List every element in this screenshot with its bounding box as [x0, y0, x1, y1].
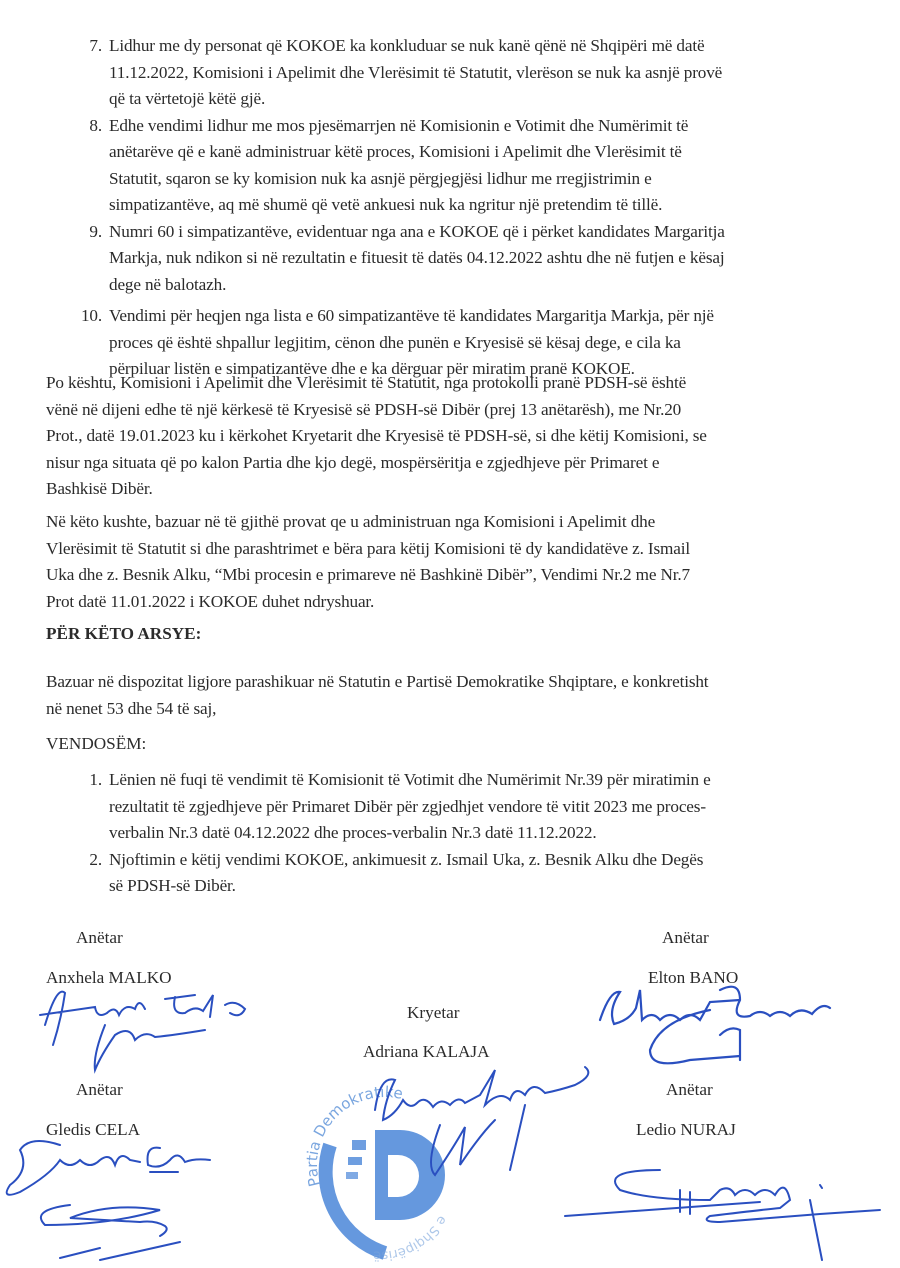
text-line: Edhe vendimi lidhur me mos pjesëmarrjen në Komisionin e Votimit dhe Numërimit të: [109, 115, 689, 135]
item-number: 1.: [89, 770, 102, 789]
text-line: Statutit, sqaron se ky komision nuk ka asnjë përgjegjësi lidhur me rregjistrimin e: [109, 168, 652, 188]
text-line: Lidhur me dy personat që KOKOE ka konkluduar se nuk kanë qënë në Shqipëri më datë: [109, 36, 705, 55]
paragraph-bazuar: [46, 669, 846, 722]
signature-cela-icon: [0, 1130, 230, 1265]
text-line: dege në balotazh.: [109, 274, 227, 294]
heading-vendosem: VENDOSËM:: [46, 734, 147, 753]
svg-text:e Shqipërisë: e Shqipërisë: [372, 1212, 450, 1263]
text-line: nisur nga situata që po kalon Partia dhe kjo degë, mospërsëritja e zgjedhjeve për Primaret e: [46, 452, 660, 472]
text-line: në nenet 53 dhe 54 të saj,: [46, 698, 217, 718]
text-line: 11.12.2022, Komisioni i Apelimit dhe Vlerësimit të Statutit, vlerëson se nuk ka asnjë provë: [109, 62, 723, 82]
text-line: verbalin Nr.3 datë 04.12.2022 dhe proces-verbalin Nr.3 datë 11.12.2022.: [109, 823, 597, 842]
text-line: Vlerësimit të Statutit si dhe parashtrimet e bëra para këtij Komisioni të dy kandidatëve z. Ismail: [46, 538, 690, 558]
text-line: Bazuar në dispozitat ligjore parashikuar në Statutin e Partisë Demokratike Shqiptare, e konkretisht: [46, 672, 709, 691]
chair-role: Kryetar: [407, 1003, 460, 1022]
item-number: 10.: [80, 306, 102, 325]
text-line: Po kështu, Komisioni i Apelimit dhe Vlerësimit të Statutit, nga protokolli pranë PDSH-së është: [46, 373, 687, 392]
finding-item-7: [62, 33, 847, 113]
item-number: 2.: [89, 849, 102, 869]
text-line: rezultatit të zgjedhjeve për Primaret Dibër për zgjedhjet vendore të vitit 2023 me proces-: [109, 796, 706, 816]
member-1-role: Anëtar: [76, 928, 123, 947]
text-line: Bashkisë Dibër.: [46, 479, 153, 498]
signature-malko-icon: [35, 985, 265, 1075]
decisions-list: [62, 767, 847, 900]
text-line: Numri 60 i simpatizantëve, evidentuar nga ana e KOKOE që i përket kandidates Margaritja: [109, 221, 725, 241]
text-line: simpatizantëve, aq më shumë që vetë ankuesi nuk ka ngritur një pretendim të tillë.: [109, 195, 663, 214]
text-line: Vendimi për heqjen nga lista e 60 simpatizantëve të kandidates Margaritja Markja, për një: [109, 306, 714, 325]
text-line: së PDSH-së Dibër.: [109, 876, 236, 895]
member-3-name: Gledis CELA: [46, 1120, 141, 1139]
text-line: Markja, nuk ndikon si në rezultatin e fituesit të datës 04.12.2022 ashtu dhe në futjen e kësaj: [109, 248, 725, 267]
findings-list: [62, 33, 847, 383]
chair-name: Adriana KALAJA: [363, 1042, 490, 1061]
text-line: proces që është shpallur legjitim, cënon dhe punën e Kryesisë së kësaj dege, e cila ka: [109, 332, 681, 352]
finding-item-9: [62, 219, 847, 299]
decision-item-2: [62, 847, 847, 900]
signature-bano-icon: [590, 980, 850, 1070]
member-1-name: Anxhela MALKO: [46, 968, 172, 987]
member-2-role: Anëtar: [662, 928, 709, 947]
heading-per-keto-arsye: PËR KËTO ARSYE:: [46, 624, 202, 643]
member-4-role: Anëtar: [666, 1080, 713, 1099]
decision-item-1: [62, 767, 847, 847]
item-number: 9.: [89, 221, 102, 241]
text-line: Në këto kushte, bazuar në të gjithë provat qe u administruan nga Komisioni i Apelimit dhe: [46, 512, 656, 531]
text-line: Lënien në fuqi të vendimit të Komisionit të Votimit dhe Numërimit Nr.39 për miratimin e: [109, 770, 711, 789]
text-line: Prot., datë 19.01.2023 ku i kërkohet Kryetarit dhe Kryesisë të PDSH-së, si dhe këtij Komisioni, se: [46, 426, 707, 445]
text-line: Prot datë 11.01.2022 i KOKOE duhet ndryshuar.: [46, 591, 375, 611]
item-number: 8.: [89, 115, 102, 135]
item-number: 7.: [89, 36, 102, 55]
text-line: Uka dhe z. Besnik Alku, “Mbi procesin e primareve në Bashkinë Dibër”, Vendimi Nr.2 me Nr.7: [46, 565, 690, 584]
finding-item-8: [62, 113, 847, 219]
signature-nuraj-icon: [560, 1160, 890, 1268]
svg-text:Partia Demokratike: Partia Demokratike: [302, 1082, 405, 1189]
member-4-name: Ledio NURAJ: [636, 1120, 736, 1139]
text-line: përpiluar listën e simpatizantëve dhe e ka dërguar për miratim pranë KOKOE.: [109, 359, 635, 378]
text-line: anëtarëve që e kanë administruar këtë proces, Komisioni i Apelimit dhe Vlerësimit të: [109, 142, 682, 161]
text-line: që ta vërtetojë këtë gjë.: [109, 89, 266, 108]
paragraph-po-keshtu: [46, 370, 846, 503]
member-2-name: Elton BANO: [648, 968, 739, 987]
text-line: vënë në dijeni edhe të një kërkesë të Kryesisë së PDSH-së Dibër (prej 13 anëtarësh), me Nr.20: [46, 399, 682, 419]
member-3-role: Anëtar: [76, 1080, 123, 1099]
paragraph-ne-keto-kushte: [46, 509, 846, 615]
text-line: Njoftimin e këtij vendimi KOKOE, ankimuesit z. Ismail Uka, z. Besnik Alku dhe Degës: [109, 849, 704, 869]
